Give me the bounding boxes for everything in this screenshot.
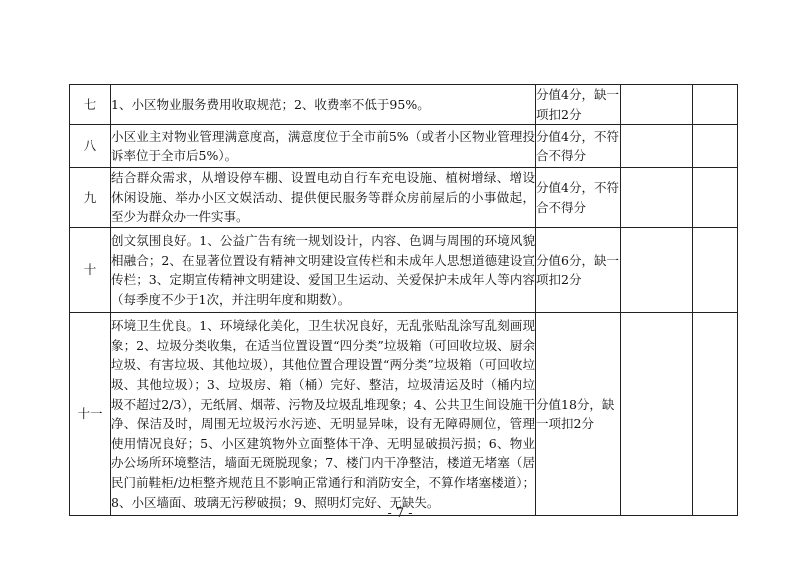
row-score: 分值6分，缺一项扣2分 (536, 228, 621, 313)
blank-cell (693, 125, 738, 168)
blank-cell (621, 125, 693, 168)
row-content: 环境卫生优良。1、环境绿化美化，卫生状况良好，无乱张贴乱涂写乱刻画现象；2、垃圾分类收集，在适当位置设置“四分类”垃圾箱（可回收垃圾、厨余垃圾、有害垃圾、其他垃圾），其他位置合理设置“两分类”垃圾箱（可回收垃圾、其他垃圾）；3、垃圾房、箱（桶）完好、整洁，垃圾清运及时（桶内垃圾不超过2/3），无纸屑、烟蒂、污物及垃圾乱堆现象；4、公共卫生间设施干净、保洁及时，周围无垃圾污水污迹、无明显异味，设有无障碍厕位，管理使用情况良好；5、小区建筑物外立面整体干净、无明显破损污损；6、物业办公场所环境整洁，墙面无斑脱现象；7、楼门内干净整洁，楼道无堵塞（居民门前鞋柜/边柜整齐规范且不影响正常通行和消防安全，不算作堵塞楼道）；8、小区墙面、玻璃无污秽破损；9、照明灯完好、无缺失。 (111, 313, 536, 516)
blank-cell (621, 228, 693, 313)
blank-cell (621, 313, 693, 516)
row-score: 分值4分，不符合不得分 (536, 125, 621, 168)
blank-cell (693, 228, 738, 313)
row-content: 小区业主对物业管理满意度高，满意度位于全市前5%（或者小区物业管理投诉率位于全市后5%）。 (111, 125, 536, 168)
row-score: 分值18分，缺一项扣2分 (536, 313, 621, 516)
row-number: 七 (70, 85, 111, 125)
blank-cell (621, 168, 693, 228)
page-number: - 7 - (387, 506, 413, 521)
row-number: 八 (70, 125, 111, 168)
blank-cell (621, 85, 693, 125)
row-content: 创文氛围良好。1、公益广告有统一规划设计，内容、色调与周围的环境风貌相融合；2、在显著位置设有精神文明建设宣传栏和未成年人思想道德建设宣传栏；3、定期宣传精神文明建设、爱国卫生运动、关爱保护未成年人等内容（每季度不少于1次，并注明年度和期数）。 (111, 228, 536, 313)
table-row (70, 168, 738, 228)
table-row (70, 85, 738, 125)
row-content: 1、小区物业服务费用收取规范；2、收费率不低于95%。 (111, 85, 536, 125)
blank-cell (693, 168, 738, 228)
blank-cell (693, 313, 738, 516)
row-score: 分值4分，缺一项扣2分 (536, 85, 621, 125)
table-row (70, 313, 738, 516)
row-score: 分值4分，不符合不得分 (536, 168, 621, 228)
row-number: 九 (70, 168, 111, 228)
table-row (70, 228, 738, 313)
blank-cell (693, 85, 738, 125)
row-content: 结合群众需求，从增设停车棚、设置电动自行车充电设施、植树增绿、增设休闲设施、举办小区文娱活动、提供便民服务等群众房前屋后的小事做起，至少为群众办一件实事。 (111, 168, 536, 228)
scoring-table (69, 84, 738, 516)
row-number: 十一 (70, 313, 111, 516)
row-number: 十 (70, 228, 111, 313)
table-row (70, 125, 738, 168)
